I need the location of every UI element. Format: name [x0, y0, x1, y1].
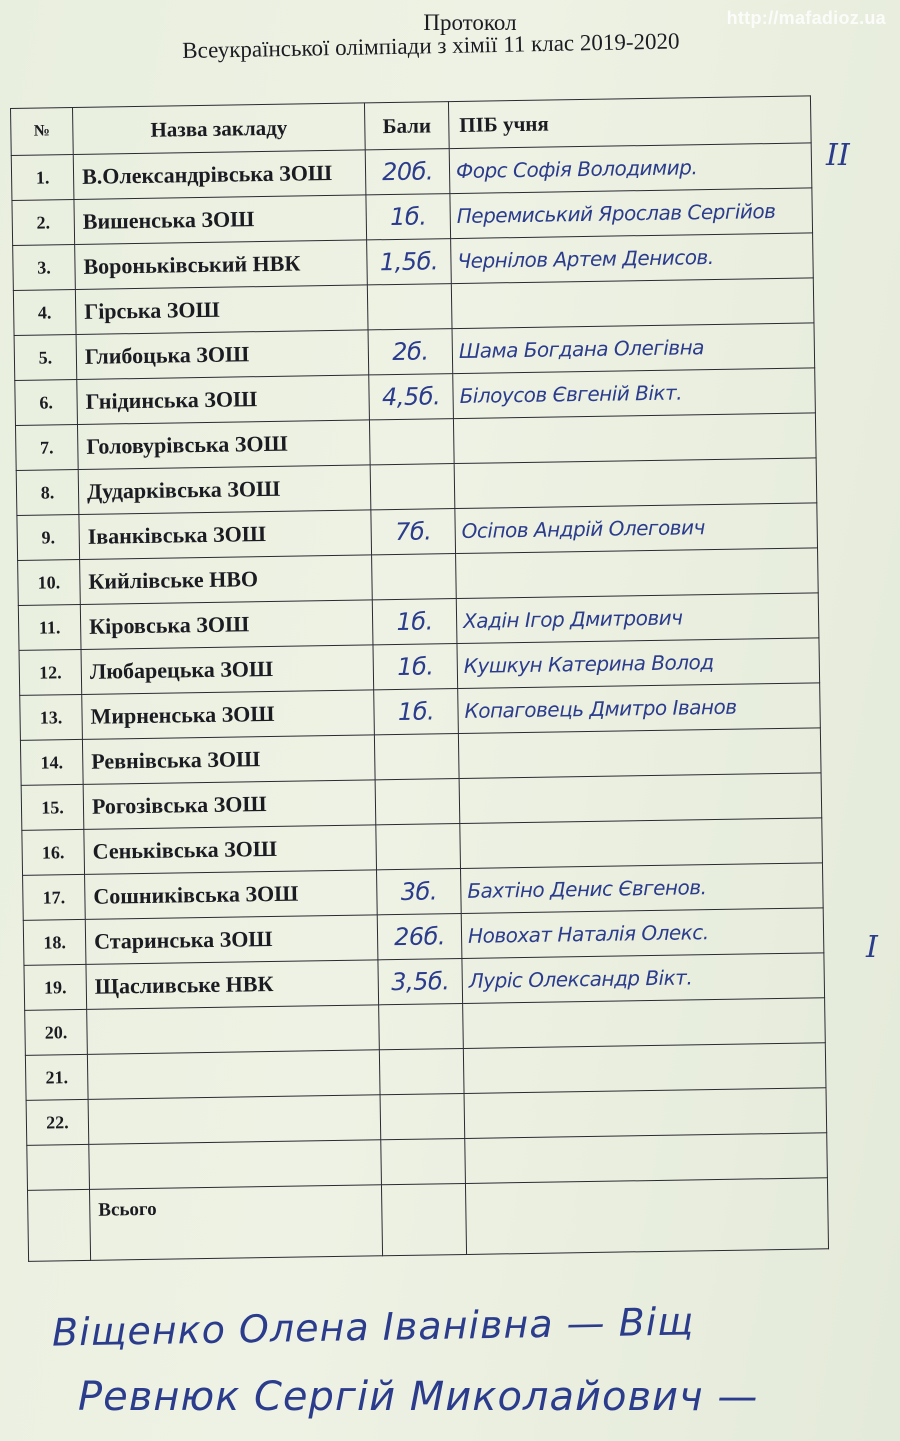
school-name: В.Олександрівська ЗОШ — [73, 150, 366, 200]
row-number: 11. — [18, 604, 81, 650]
school-name: Старинська ЗОШ — [85, 915, 378, 965]
table-body — [11, 143, 827, 1190]
signature-line-1: Віщенко Олена Іванівна — Віщ — [51, 1299, 695, 1355]
row-score: 26б. — [377, 914, 462, 960]
school-name: Вишенська ЗОШ — [74, 195, 367, 245]
school-name: Гнідинська ЗОШ — [77, 375, 370, 425]
row-number: 5. — [14, 334, 77, 380]
school-name — [89, 1140, 382, 1190]
pupil-name — [463, 1043, 826, 1094]
pupil-name — [453, 413, 816, 464]
row-score: 20б. — [365, 149, 450, 195]
pupil-name: Кушкун Катерина Волод — [457, 638, 820, 689]
row-score — [370, 464, 455, 510]
school-name: Кіровська ЗОШ — [80, 600, 373, 650]
row-score: 2б. — [368, 329, 453, 375]
pupil-name: Осіпов Андрій Олегович — [455, 503, 818, 554]
header-number: № — [11, 108, 74, 156]
row-number: 17. — [23, 874, 86, 920]
row-number: 3. — [13, 245, 76, 291]
document-subtitle: Всеукраїнської олімпіади з хімії 11 клас 2019-2020 — [182, 28, 680, 63]
school-name — [88, 1095, 381, 1145]
row-number: 14. — [20, 739, 83, 785]
row-score: 4,5б. — [369, 374, 454, 420]
pupil-name: Білоусов Євгеній Вікт. — [453, 368, 816, 419]
school-name — [87, 1050, 380, 1100]
pupil-name: Копаговець Дмитро Іванов — [458, 683, 821, 734]
row-number: 15. — [21, 784, 84, 830]
pupil-name — [458, 728, 821, 779]
row-number: 8. — [16, 469, 79, 515]
row-number: 6. — [15, 379, 78, 425]
school-name: Іванківська ЗОШ — [79, 510, 372, 560]
row-number: 7. — [15, 424, 78, 470]
school-name: Глибоцька ЗОШ — [76, 330, 369, 380]
row-number: 4. — [13, 289, 76, 335]
header-score: Бали — [364, 102, 449, 150]
pupil-name — [460, 818, 823, 869]
pupil-name — [451, 278, 814, 329]
signature-line-2: Ревнюк Сергій Миколайович — — [78, 1374, 759, 1420]
pupil-name: Перемиський Ярослав Сергійов — [450, 188, 813, 239]
row-score: 1,5б. — [367, 239, 452, 285]
pupil-name: Новохат Наталія Олекс. — [461, 908, 824, 959]
row-score: 3б. — [377, 869, 462, 915]
total-num-cell — [28, 1189, 91, 1261]
row-score — [380, 1093, 465, 1139]
document-title: Протокол — [423, 10, 517, 35]
row-score: 1б. — [372, 599, 457, 645]
school-name: Сеньківська ЗОШ — [84, 825, 377, 875]
protocol-table — [10, 95, 829, 1261]
pupil-name: Чернілов Артем Денисов. — [451, 233, 814, 284]
pupil-name — [456, 548, 819, 599]
row-score — [374, 734, 459, 780]
row-number: 18. — [23, 919, 86, 965]
pupil-name: Шама Богдана Олегівна — [452, 323, 815, 374]
row-score: 1б. — [373, 644, 458, 690]
row-score: 1б. — [374, 689, 459, 735]
school-name: Любарецька ЗОШ — [81, 645, 374, 695]
pupil-name: Бахтіно Денис Євгенов. — [461, 863, 824, 914]
school-name: Щасливське НВК — [86, 960, 379, 1010]
row-number — [27, 1144, 90, 1190]
row-score: 3,5б. — [378, 959, 463, 1005]
row-score: 7б. — [371, 509, 456, 555]
total-row — [28, 1178, 829, 1262]
school-name: Рогозівська ЗОШ — [83, 780, 376, 830]
total-pupil-cell — [465, 1178, 828, 1255]
pupil-name — [463, 998, 826, 1049]
total-label: Всього — [89, 1185, 382, 1261]
pupil-name: Луріс Олександр Вікт. — [462, 953, 825, 1004]
row-score — [375, 779, 460, 825]
school-name: Вороньківський НВК — [75, 240, 368, 290]
pupil-name: Форс Софія Володимир. — [449, 143, 812, 194]
pupil-name — [454, 458, 817, 509]
row-number: 10. — [18, 559, 81, 605]
school-name: Мирненська ЗОШ — [82, 690, 375, 740]
row-score — [367, 284, 452, 330]
school-name: Ревнівська ЗОШ — [82, 735, 375, 785]
pupil-name — [465, 1133, 828, 1184]
row-score — [369, 419, 454, 465]
row-number: 20. — [25, 1009, 88, 1055]
row-score — [379, 1004, 464, 1050]
school-name: Кийлівське НВО — [80, 555, 373, 605]
school-name: Головурівська ЗОШ — [77, 420, 370, 470]
place-mark-row1: II — [826, 138, 850, 173]
place-mark-row18: I — [866, 930, 878, 965]
row-number: 13. — [20, 694, 83, 740]
watermark: http://mafadioz.ua — [726, 8, 886, 28]
row-number: 1. — [11, 155, 74, 201]
school-name: Гірська ЗОШ — [75, 285, 368, 335]
pupil-name — [464, 1088, 827, 1139]
pupil-name: Хадін Ігор Дмитрович — [456, 593, 819, 644]
header-pupil: ПІБ учня — [448, 96, 811, 149]
row-number: 9. — [17, 514, 80, 560]
row-number: 12. — [19, 649, 82, 695]
row-score: 1б. — [366, 194, 451, 240]
pupil-name — [459, 773, 822, 824]
school-name — [87, 1005, 380, 1055]
header-school: Назва закладу — [73, 103, 366, 155]
row-score — [376, 824, 461, 870]
protocol-table-wrap — [10, 95, 829, 1261]
row-score — [372, 554, 457, 600]
school-name: Сошниківська ЗОШ — [85, 870, 378, 920]
row-number: 2. — [12, 200, 75, 246]
total-score-cell — [381, 1183, 466, 1255]
row-score — [381, 1138, 466, 1184]
row-number: 19. — [24, 964, 87, 1010]
row-score — [379, 1048, 464, 1094]
row-number: 21. — [25, 1054, 88, 1100]
school-name: Дударківська ЗОШ — [78, 465, 371, 515]
row-number: 16. — [22, 829, 85, 875]
row-number: 22. — [26, 1099, 89, 1145]
